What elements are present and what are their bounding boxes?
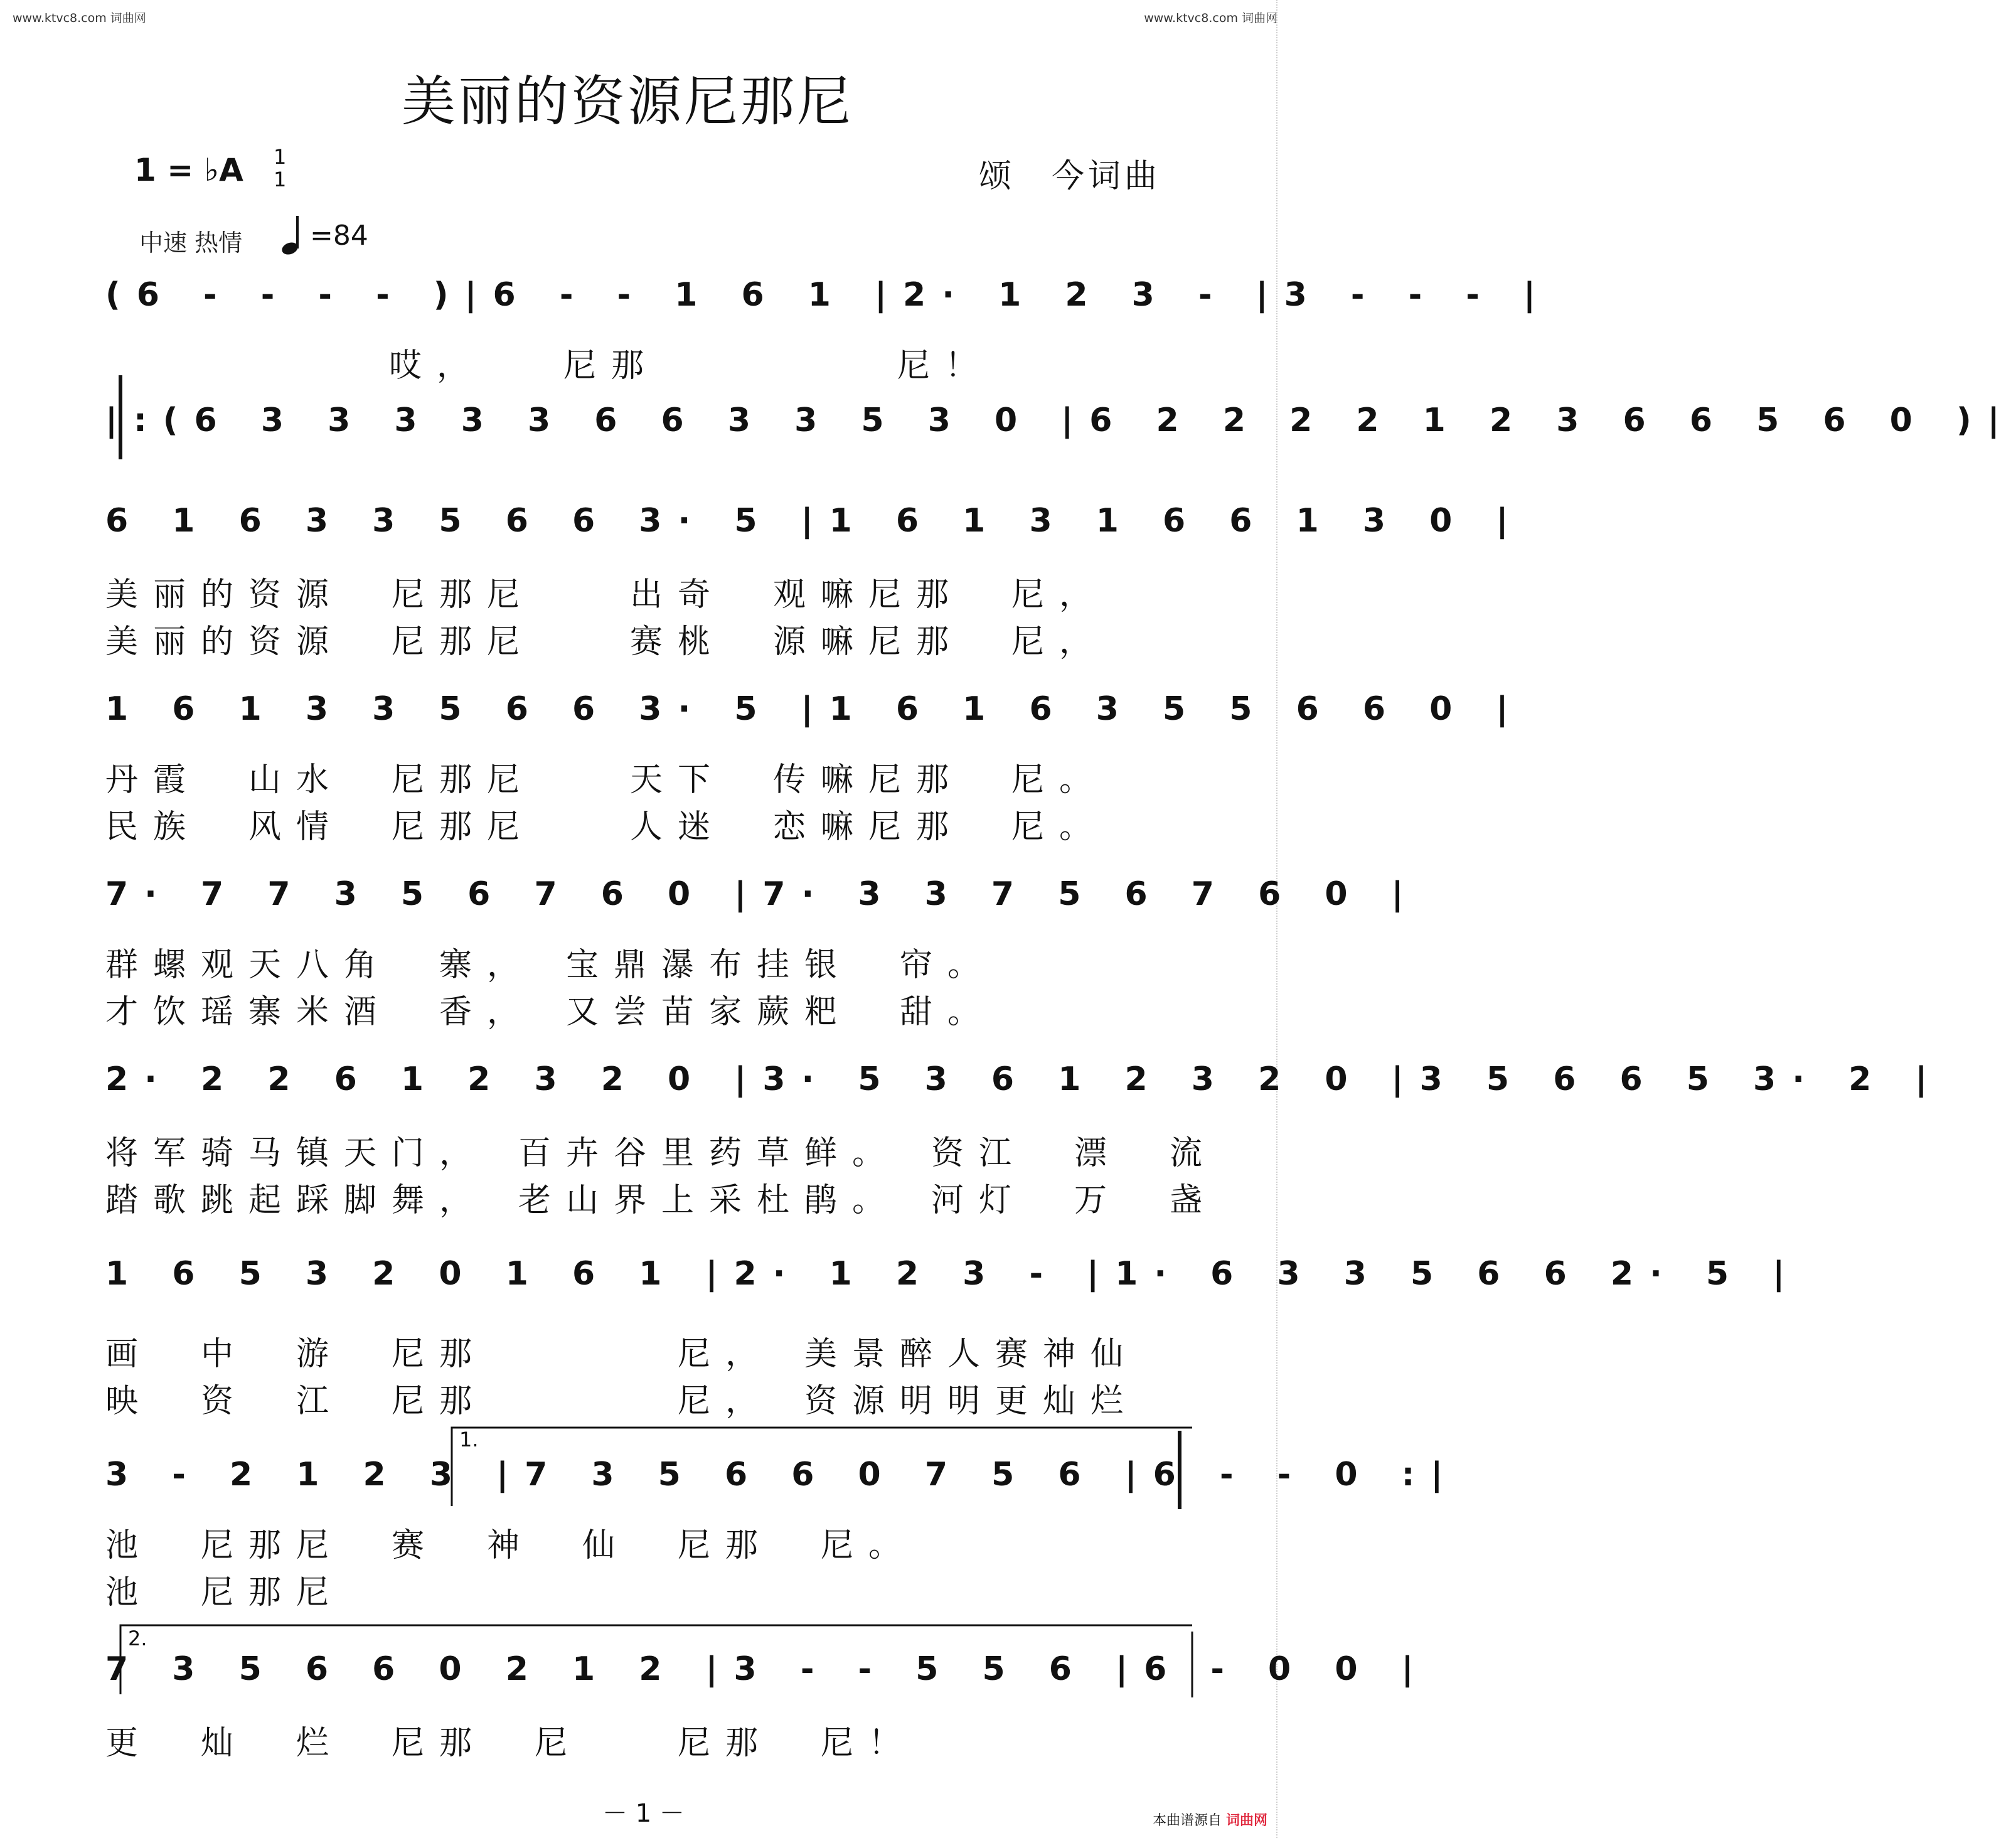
- header-left-url: www.ktvc8.com 词曲网: [13, 11, 146, 25]
- lyric-line: 池 尼那尼 赛 神 仙 尼那 尼。: [105, 1527, 917, 1564]
- lyric-line: 哎， 尼那 尼！: [389, 347, 993, 385]
- lyric-line: 美丽的资源 尼那尼 赛桃 源嘛尼那 尼，: [105, 623, 1107, 661]
- lyric-line: 民族 风情 尼那尼 人迷 恋嘛尼那 尼。: [105, 808, 1107, 846]
- meter-top: 1: [274, 145, 287, 169]
- lyric-line: 才饮瑶寨米酒 香， 又尝苗家蕨粑 甜。: [105, 993, 996, 1031]
- lyric-line: 丹霞 山水 尼那尼 天下 传嘛尼那 尼。: [105, 761, 1107, 799]
- lyric-line: 映 资 江 尼那 尼， 资源明明更灿烂: [105, 1382, 1139, 1420]
- notation-line: 2· 2 2 6 1 2 3 2 0 |3· 5 3 6 1 2 3 2 0 |3 5 6 6 5 3· 2 |: [105, 1061, 1944, 1098]
- source-label: 本曲谱源自: [1152, 1813, 1222, 1829]
- page-number: － 1 －: [602, 1799, 685, 1828]
- notation-line: 7 3 5 6 6 0 2 1 2 |3 - - 5 5 6 |6 - 0 0 |: [105, 1650, 1430, 1688]
- song-title: 美丽的资源尼那尼: [402, 70, 853, 133]
- notation-line: 3 - 2 1 2 3 |7 3 5 6 6 0 7 5 6 |6 - - 0 :|: [105, 1456, 1459, 1493]
- notation-line: 7· 7 7 3 5 6 7 6 0 |7· 3 3 7 5 6 7 6 0 |: [105, 875, 1420, 913]
- lyric-line: 池 尼那尼: [105, 1574, 344, 1611]
- source-brand[interactable]: 词曲网: [1225, 1813, 1267, 1829]
- lyric-line: 踏歌跳起踩脚舞， 老山界上采杜鹃。 河灯 万 盏: [105, 1182, 1218, 1219]
- lyric-line: 美丽的资源 尼那尼 出奇 观嘛尼那 尼，: [105, 576, 1107, 614]
- source-credit: [1153, 1810, 1267, 1829]
- lyric-line: 更 灿 烂 尼那 尼 尼那 尼！: [105, 1724, 917, 1762]
- tempo-bpm: =84: [310, 220, 368, 252]
- composer-credit: 颂 今词曲: [979, 158, 1161, 195]
- notation-line: 6 1 6 3 3 5 6 6 3· 5 |1 6 1 3 1 6 6 1 3 0 |: [105, 502, 1525, 540]
- notation-line: |:(6 3 3 3 3 3 6 6 3 3 5 3 0 |6 2 2 2 2 1 2 3 6 6 5 6 0 )|: [105, 402, 2016, 439]
- notation-line: 1 6 5 3 2 0 1 6 1 |2· 1 2 3 - |1· 6 3 3 5 6 6 2· 5 |: [105, 1255, 1801, 1293]
- lyric-line: 画 中 游 尼那 尼， 美景醉人赛神仙: [105, 1335, 1139, 1373]
- meter-bottom: 1: [274, 168, 287, 191]
- tempo-marking: 中速 热情: [139, 229, 243, 257]
- lyric-line: 群螺观天八角 寨， 宝鼎瀑布挂银 帘。: [105, 946, 996, 984]
- notation-line: 1 6 1 3 3 5 6 6 3· 5 |1 6 1 6 3 5 5 6 6 0 |: [105, 690, 1525, 728]
- lyric-line: 将军骑马镇天门， 百卉谷里药草鲜。 资江 漂 流: [105, 1135, 1218, 1172]
- header-right-url: www.ktvc8.com 词曲网: [1144, 11, 1277, 25]
- volta-second-label: 2.: [128, 1627, 147, 1650]
- key-signature: 1 = ♭A: [134, 152, 243, 188]
- notation-line: (6 - - - - )|6 - - 1 6 1 |2· 1 2 3 - |3 - - - |: [105, 276, 1552, 314]
- volta-first-label: 1.: [459, 1428, 479, 1451]
